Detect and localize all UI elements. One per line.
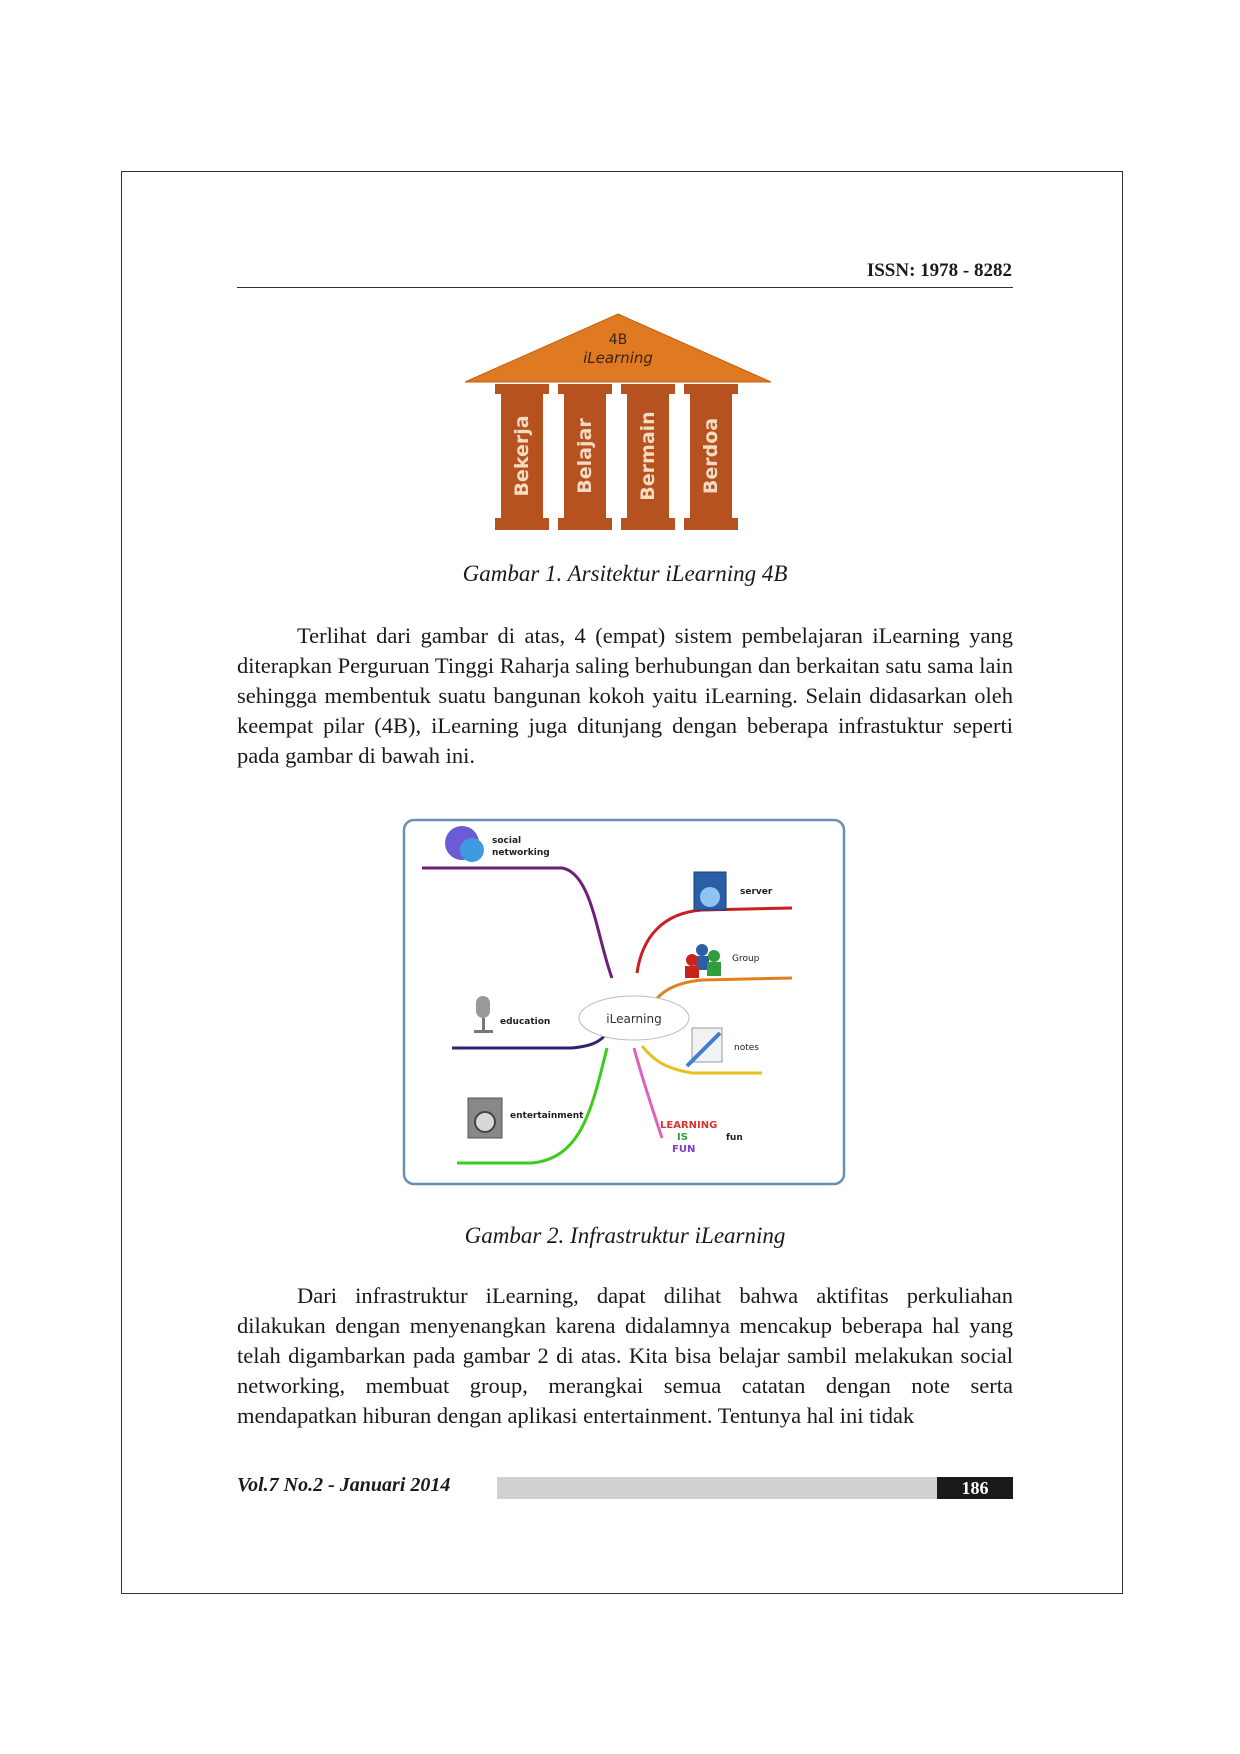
pillar-label: Belajar [574, 418, 596, 494]
server-icon [694, 872, 726, 910]
mindmap-center-label: iLearning [606, 1012, 662, 1026]
node-social-label-2: networking [492, 848, 550, 858]
pillar-belajar [558, 384, 612, 530]
pillar-bermain [621, 384, 675, 530]
pillar-label: Bermain [637, 411, 659, 501]
node-group-label: Group [732, 954, 760, 964]
temple-roof [465, 314, 771, 382]
roof-label-ilearning: iLearning [583, 349, 653, 367]
header-rule [237, 287, 1013, 288]
footer-volume: Vol.7 No.2 - Januari 2014 [237, 1474, 451, 1496]
node-notes-label: notes [734, 1043, 759, 1053]
svg-text:LEARNING: LEARNING [660, 1120, 718, 1131]
figure-ilearning-4b-architecture [463, 310, 775, 538]
svg-text:IS: IS [677, 1132, 688, 1143]
figure2-caption: Gambar 2. Infrastruktur iLearning [464, 1223, 786, 1248]
node-fun-label: fun [726, 1133, 743, 1143]
node-education-label: education [500, 1017, 551, 1027]
roof-label-4b: 4B [608, 332, 628, 348]
pillar-berdoa [684, 384, 738, 530]
node-server-label: server [740, 887, 773, 897]
svg-text:FUN: FUN [672, 1144, 696, 1155]
body-paragraph-2: Dari infrastruktur iLearning, dapat dilihat bahwa aktifitas perkuliahan dilakukan dengan menyenangkan karena didalamnya mencakup beberapa hal yang telah digambarkan pada gambar 2 di atas. Kita bisa belajar sambil melakukan social networking, membuat group, merangkai semua catatan dengan note serta mendapatkan hiburan dengan aplikasi entertainment. Tentunya hal ini tidak [237, 1283, 1013, 1428]
pillar-label: Berdoa [700, 417, 722, 495]
figure-ilearning-infrastructure [402, 818, 846, 1186]
pillar-label: Bekerja [511, 415, 533, 497]
footer-bar [497, 1477, 937, 1499]
node-entertainment-label: entertainment [510, 1111, 584, 1121]
issn-header: ISSN: 1978 - 8282 [866, 260, 1012, 281]
page-number: 186 [937, 1477, 1013, 1499]
notes-icon [687, 1028, 722, 1066]
figure1-caption: Gambar 1. Arsitektur iLearning 4B [462, 561, 788, 586]
node-social-label-1: social [492, 836, 522, 846]
pillar-bekerja [495, 384, 549, 530]
speaker-icon [468, 1098, 502, 1138]
body-paragraph-1: Terlihat dari gambar di atas, 4 (empat) sistem pembelajaran iLearning yang diterapkan Perguruan Tinggi Raharja saling berhubungan dan berkaitan satu sama lain sehingga membentuk suatu bangunan kokoh yaitu iLearning. Selain didasarkan oleh keempat pilar (4B), iLearning juga ditunjang dengan beberapa infrastuktur seperti pada gambar di bawah ini. [237, 623, 1013, 768]
